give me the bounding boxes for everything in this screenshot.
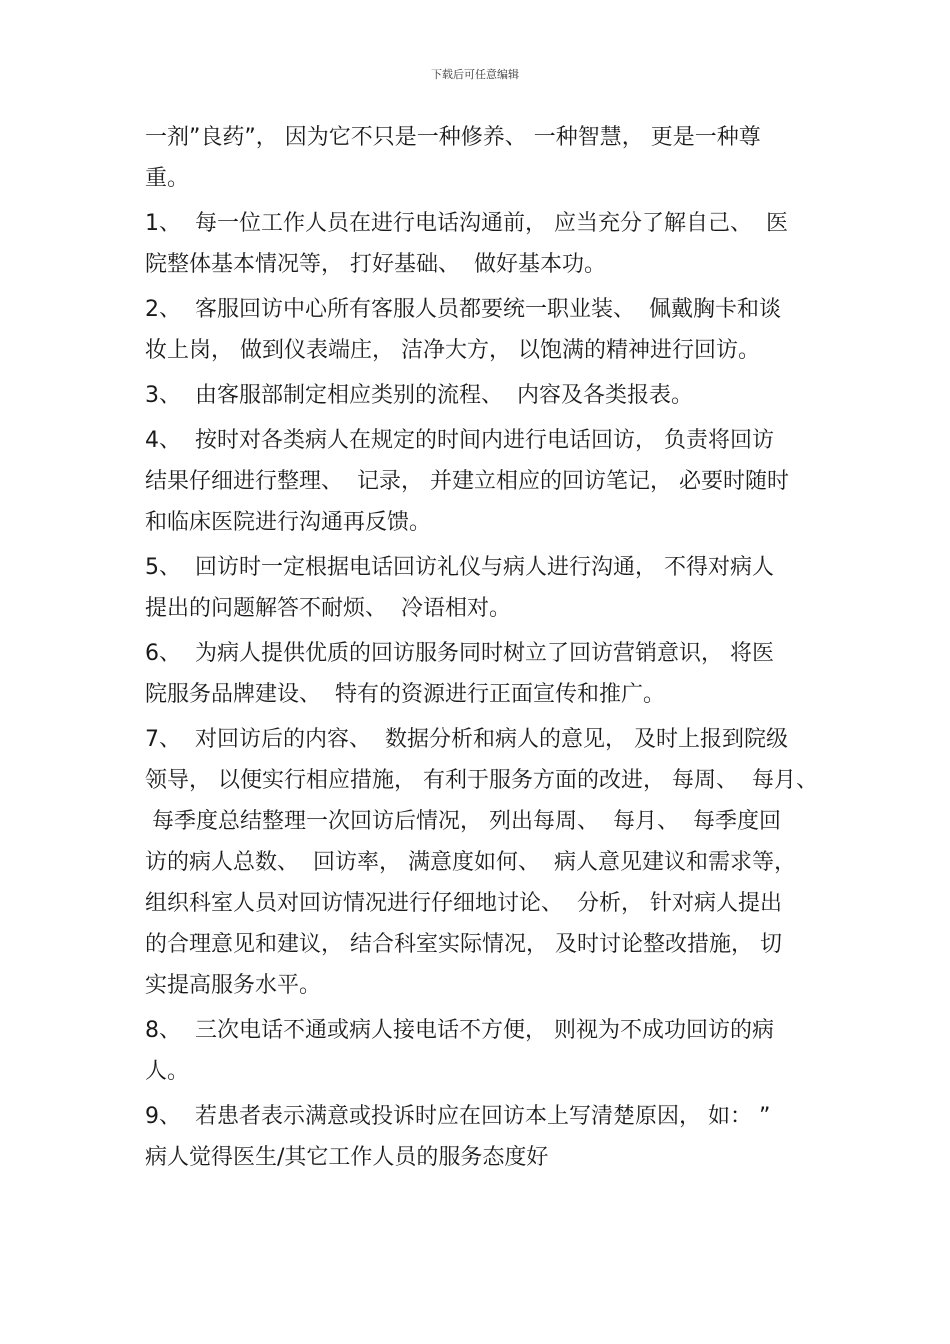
text-line: 访的病人总数、 回访率， 满意度如何、 病人意见建议和需求等， bbox=[145, 850, 796, 875]
paragraph bbox=[145, 289, 825, 371]
paragraph bbox=[145, 203, 825, 285]
text-line: 8、 三次电话不通或病人接电话不方便， 则视为不成功回访的病 bbox=[145, 1018, 774, 1043]
text-line: 领导， 以便实行相应措施， 有利于服务方面的改进， 每周、 每月、 bbox=[145, 768, 818, 793]
text-line: 妆上岗， 做到仪表端庄， 洁净大方， 以饱满的精神进行回访。 bbox=[145, 338, 760, 363]
paragraph bbox=[145, 719, 825, 1006]
text-line: 1、 每一位工作人员在进行电话沟通前， 应当充分了解自己、 医 bbox=[145, 211, 788, 236]
text-line: 和临床医院进行沟通再反馈。 bbox=[145, 510, 432, 535]
text-line: 7、 对回访后的内容、 数据分析和病人的意见， 及时上报到院级 bbox=[145, 727, 788, 752]
text-line: 院整体基本情况等， 打好基础、 做好基本功。 bbox=[145, 252, 606, 277]
text-line: 4、 按时对各类病人在规定的时间内进行电话回访， 负责将回访 bbox=[145, 428, 774, 453]
paragraph bbox=[145, 1096, 825, 1178]
page-header: 下载后可任意编辑 bbox=[431, 68, 519, 81]
text-line: 5、 回访时一定根据电话回访礼仪与病人进行沟通， 不得对病人 bbox=[145, 555, 774, 580]
text-line: 重。 bbox=[145, 166, 190, 191]
text-line: 院服务品牌建设、 特有的资源进行正面宣传和推广。 bbox=[145, 682, 665, 707]
document-body bbox=[145, 117, 825, 1178]
text-line: 每季度总结整理一次回访后情况， 列出每周、 每月、 每季度回 bbox=[145, 809, 781, 834]
text-line: 提出的问题解答不耐烦、 冷语相对。 bbox=[145, 596, 511, 621]
text-line: 2、 客服回访中心所有客服人员都要统一职业装、 佩戴胸卡和谈 bbox=[145, 297, 781, 322]
text-line: 3、 由客服部制定相应类别的流程、 内容及各类报表。 bbox=[145, 383, 693, 408]
text-line: 病人觉得医生/其它工作人员的服务态度好 bbox=[145, 1145, 549, 1170]
text-line: 6、 为病人提供优质的回访服务同时树立了回访营销意识， 将医 bbox=[145, 641, 774, 666]
paragraph bbox=[145, 117, 825, 199]
text-line: 组织科室人员对回访情况进行仔细地讨论、 分析， 针对病人提出 bbox=[145, 891, 782, 916]
text-line: 的合理意见和建议， 结合科室实际情况， 及时讨论整改措施， 切 bbox=[145, 932, 782, 957]
paragraph bbox=[145, 633, 825, 715]
paragraph bbox=[145, 420, 825, 543]
text-line: 结果仔细进行整理、 记录， 并建立相应的回访笔记， 必要时随时 bbox=[145, 469, 789, 494]
paragraph bbox=[145, 547, 825, 629]
text-line: 人。 bbox=[145, 1059, 190, 1084]
text-line: 实提高服务水平。 bbox=[145, 973, 322, 998]
text-line: 一剂”良药”， 因为它不只是一种修养、 一种智慧， 更是一种尊 bbox=[145, 125, 761, 150]
text-line: 9、 若患者表示满意或投诉时应在回访本上写清楚原因， 如： ” bbox=[145, 1104, 771, 1129]
paragraph bbox=[145, 1010, 825, 1092]
paragraph bbox=[145, 375, 825, 416]
